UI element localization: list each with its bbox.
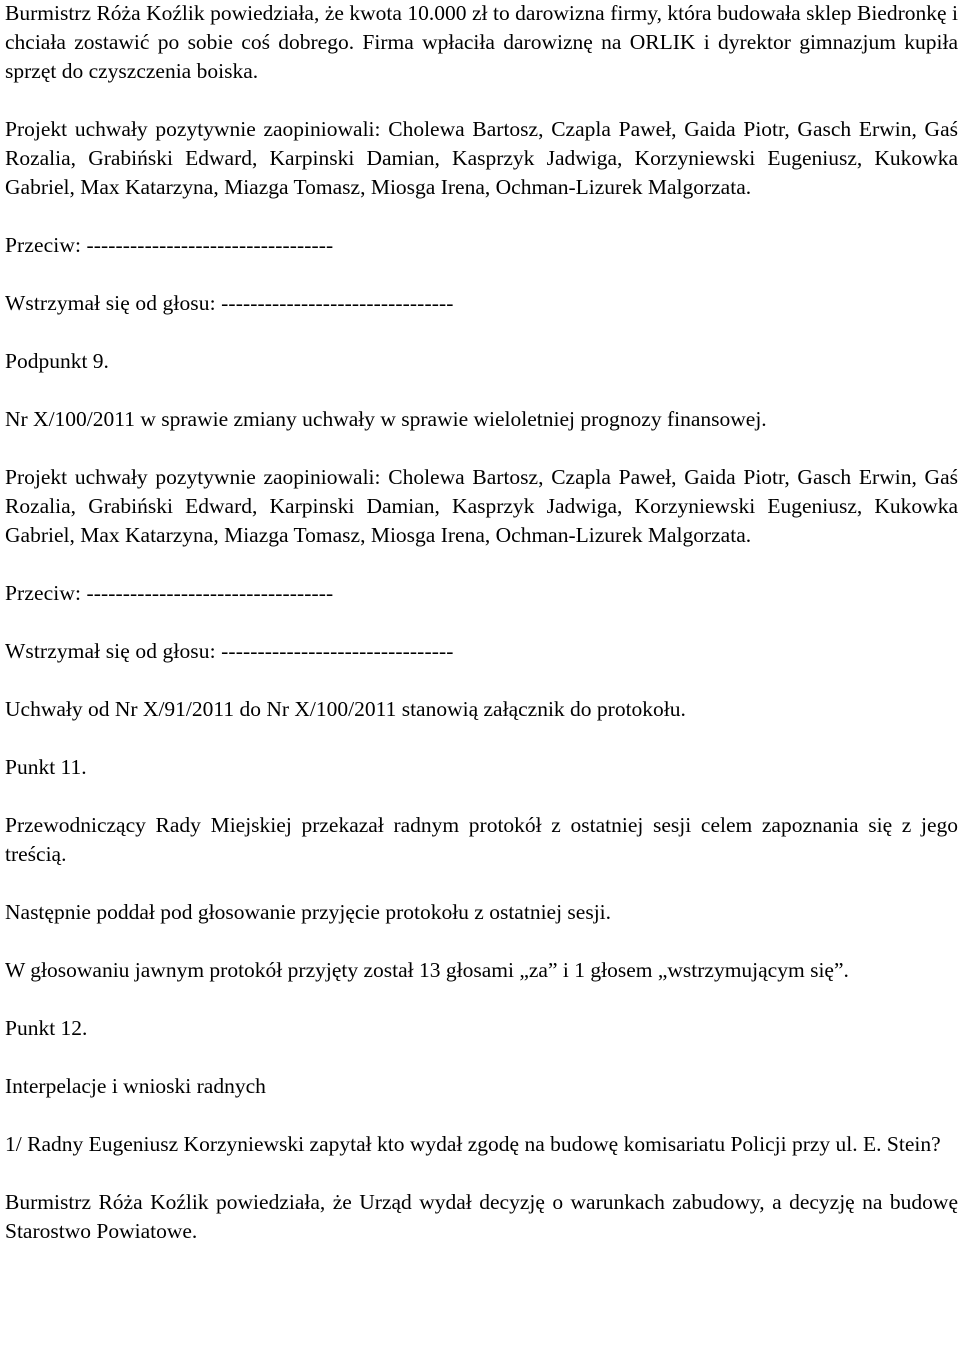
paragraph-against-2: Przeciw: ---------------------------------- xyxy=(5,581,334,605)
paragraph-opinion-list-1: Projekt uchwały pozytywnie zaopiniowali: Cholewa Bartosz, Czapla Paweł, Gaida Piotr, Gasch Erwin, Gaś Rozalia, Grabiński Edward, Karpinski Damian, Kasprzyk Jadwiga, Korzyniewski Eugeniusz, Kukowka Gabriel, Max Katarzyna, Miazga Tomasz, Miosga Irena, Ochman-Lizurek Malgorzata. xyxy=(5,117,958,199)
paragraph-mayor-donation: Burmistrz Róża Koźlik powiedziała, że kwota 10.000 zł to darowizna firmy, która budowała sklep Biedronkę i chciała zostawić po sobie coś dobrego. Firma wpłaciła darowiznę na ORLIK i dyrektor gimnazjum kupiła sprzęt do czyszczenia boiska. xyxy=(5,1,958,83)
document-page xyxy=(5,0,958,1246)
paragraph-chairman-protocol: Przewodniczący Rady Miejskiej przekazał radnym protokół z ostatniej sesji celem zapoznania się z jego treścią. xyxy=(5,813,958,866)
paragraph-opinion-list-2: Projekt uchwały pozytywnie zaopiniowali: Cholewa Bartosz, Czapla Paweł, Gaida Piotr, Gasch Erwin, Gaś Rozalia, Grabiński Edward, Karpinski Damian, Kasprzyk Jadwiga, Korzyniewski Eugeniusz, Kukowka Gabriel, Max Katarzyna, Miazga Tomasz, Miosga Irena, Ochman-Lizurek Malgorzata. xyxy=(5,465,958,547)
paragraph-resolution-100: Nr X/100/2011 w sprawie zmiany uchwały w sprawie wieloletniej prognozy finansowej. xyxy=(5,407,767,431)
paragraph-question-police-station: 1/ Radny Eugeniusz Korzyniewski zapytał kto wydał zgodę na budowę komisariatu Policji przy ul. E. Stein? xyxy=(5,1132,941,1156)
paragraph-against-1: Przeciw: ---------------------------------- xyxy=(5,233,334,257)
paragraph-vote-call: Następnie poddał pod głosowanie przyjęcie protokołu z ostatniej sesji. xyxy=(5,900,612,924)
paragraph-subpoint-9: Podpunkt 9. xyxy=(5,349,109,373)
paragraph-resolutions-attachment: Uchwały od Nr X/91/2011 do Nr X/100/2011 stanowią załącznik do protokołu. xyxy=(5,697,686,721)
paragraph-abstain-2: Wstrzymał się od głosu: -------------------------------- xyxy=(5,639,454,663)
paragraph-abstain-1: Wstrzymał się od głosu: -------------------------------- xyxy=(5,291,454,315)
paragraph-interpellations-heading: Interpelacje i wnioski radnych xyxy=(5,1074,266,1098)
paragraph-point-12: Punkt 12. xyxy=(5,1016,88,1040)
paragraph-vote-result: W głosowaniu jawnym protokół przyjęty został 13 głosami „za” i 1 głosem „wstrzymującym się”. xyxy=(5,958,849,982)
paragraph-mayor-answer: Burmistrz Róża Koźlik powiedziała, że Urząd wydał decyzję o warunkach zabudowy, a decyzję na budowę Starostwo Powiatowe. xyxy=(5,1190,958,1243)
paragraph-point-11: Punkt 11. xyxy=(5,755,87,779)
